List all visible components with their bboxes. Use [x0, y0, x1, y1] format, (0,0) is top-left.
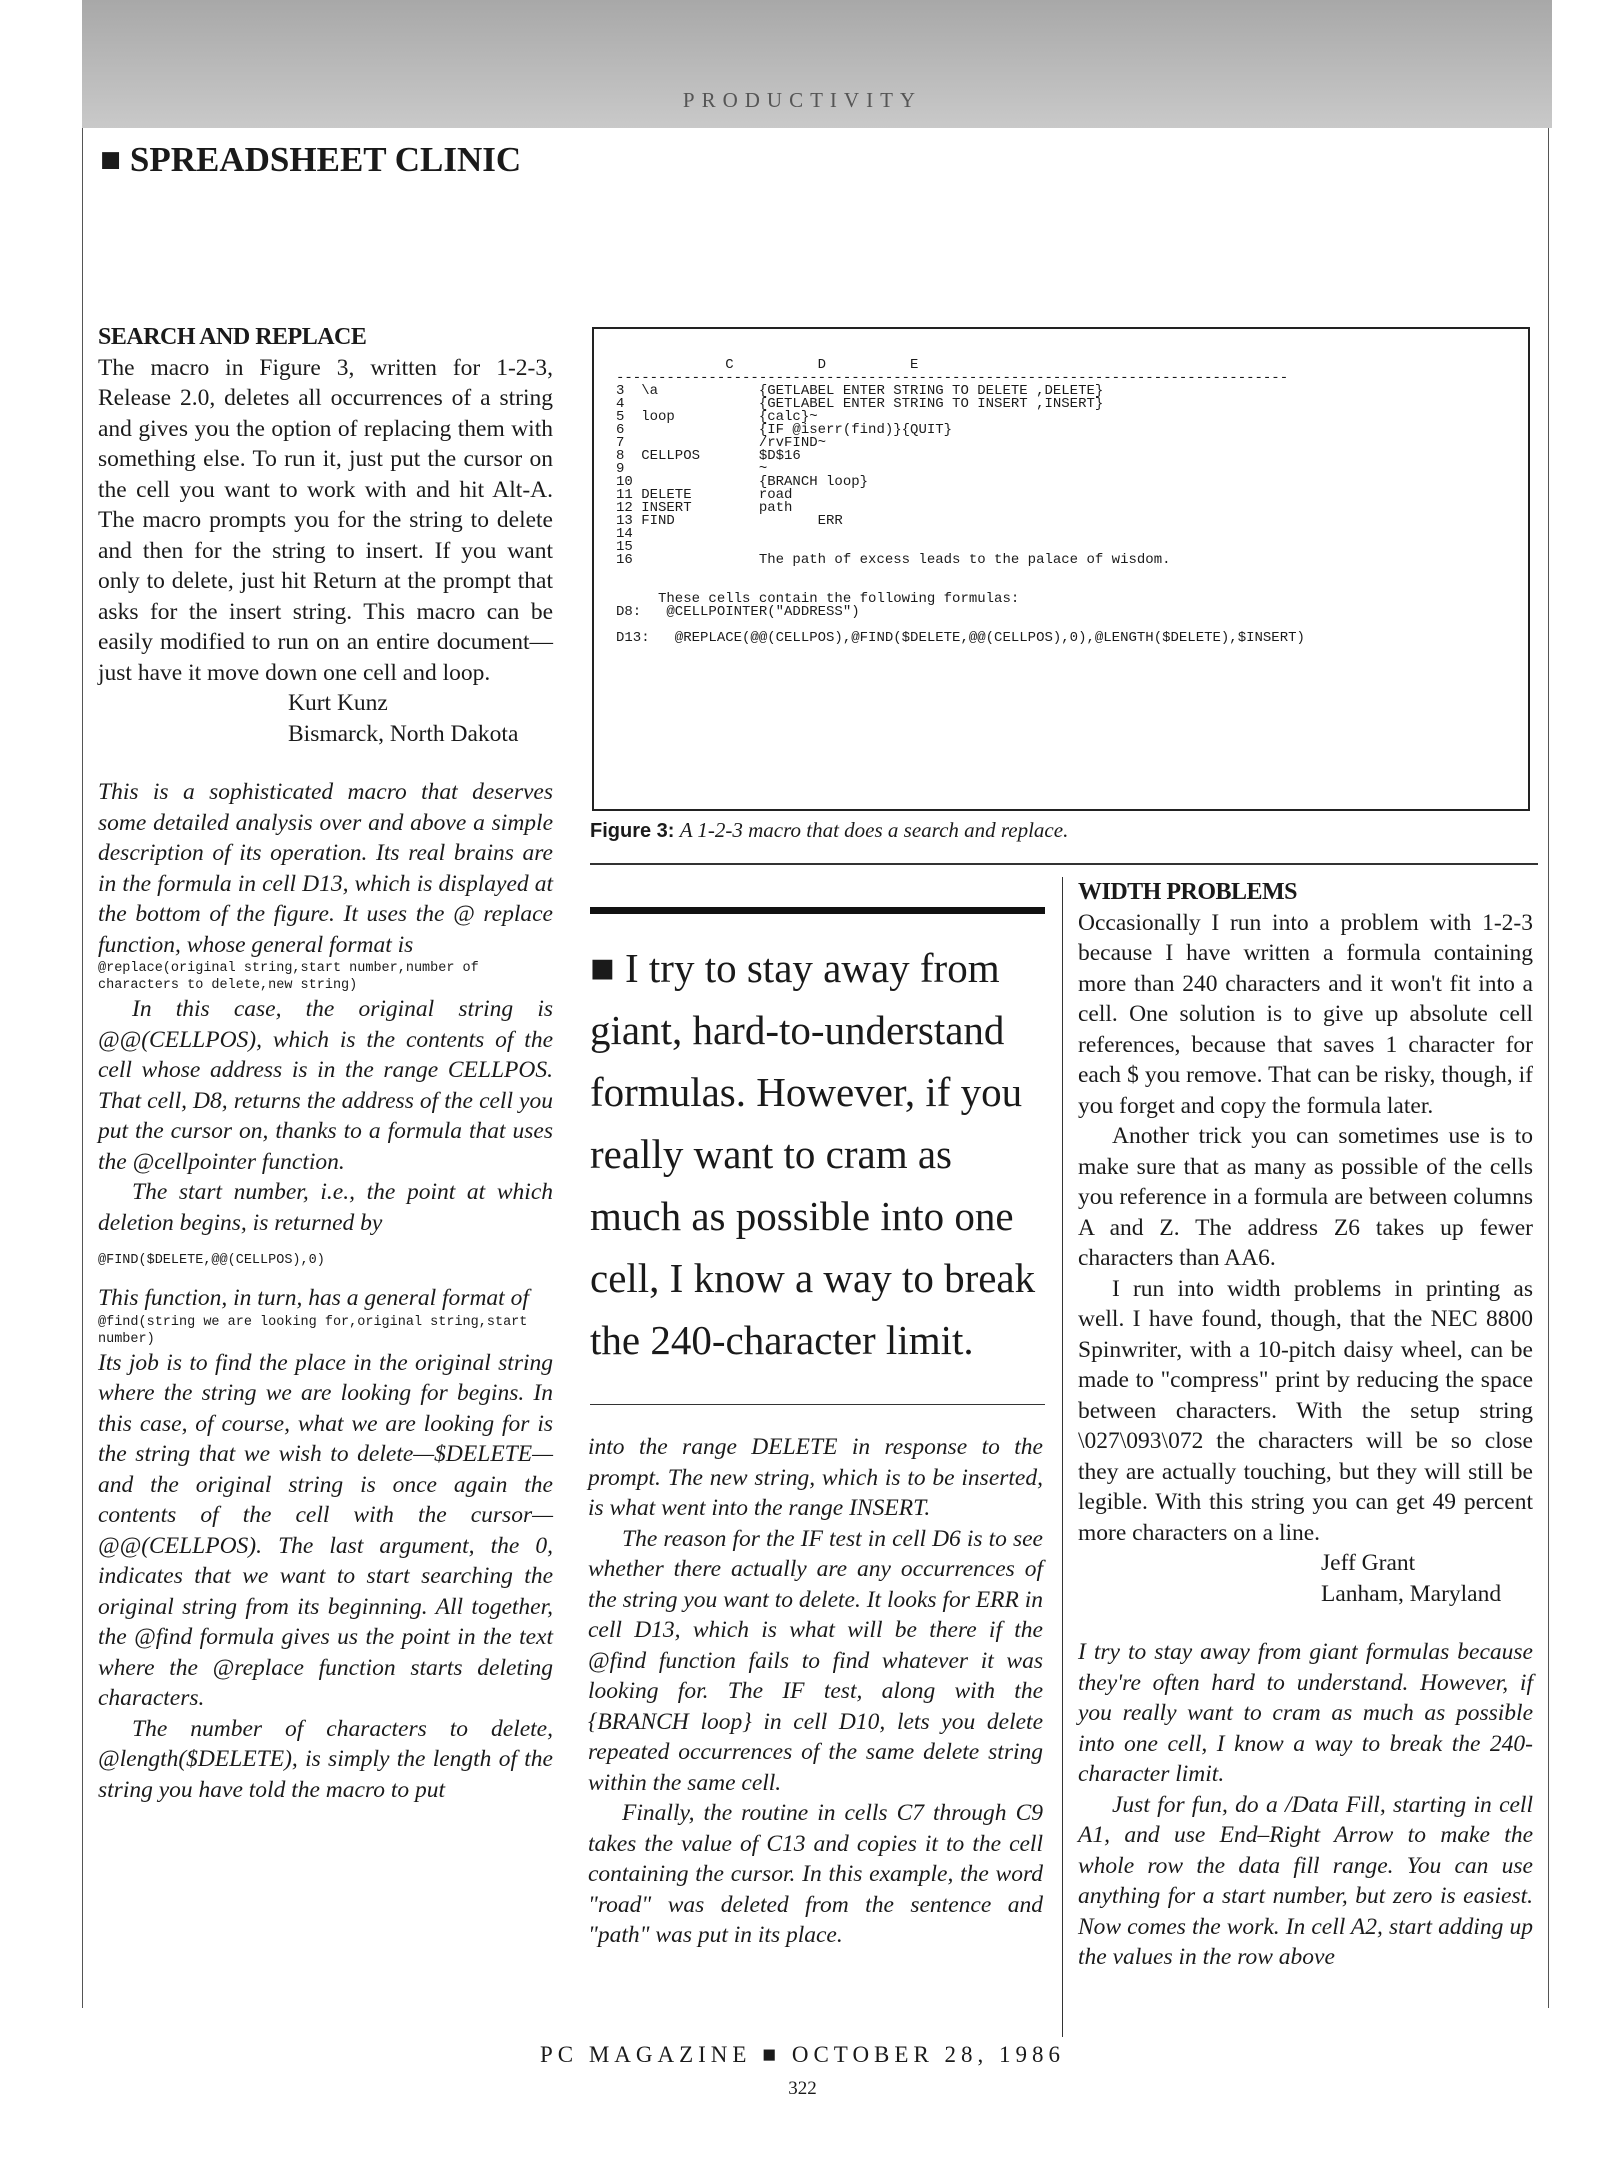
- reply-paragraph: Finally, the routine in cells C7 through C9 takes the value of C13 and copies it to the cell containing the cursor. In this example, the word "road" was deleted from the sentence and "path" was put in its place.: [588, 1800, 1043, 1948]
- reply-paragraph: This function, in turn, has a general format of: [98, 1285, 529, 1311]
- letter-text: The macro in Figure 3, written for 1-2-3, Release 2.0, deletes all occurrences of a string and gives you the option of replacing them with something else. To run it, just put the cursor on the cell you want to work with and hit Alt-A. The macro prompts you for the string to delete and then for the string to insert. If you want only to delete, just hit Return at the prompt that asks for the insert string. This macro can be easily modified to run on an entire document—just have it move down one cell and loop.: [98, 354, 553, 686]
- signature-name: Kurt Kunz: [288, 690, 388, 716]
- caption-text: A 1-2-3 macro that does a search and replace.: [679, 818, 1069, 842]
- code-snippet: @replace(original string,start number,number of characters to delete,new string): [98, 961, 479, 993]
- search-replace-heading: SEARCH AND REPLACE: [98, 324, 367, 350]
- reply-paragraph: This is a sophisticated macro that deserves some detailed analysis over and above a simple description of its operation. Its real brains are in the formula in cell D13, which is displayed at the bottom of the figure. It uses the @ replace function, whose general format is: [98, 779, 553, 958]
- pullquote-bar: [590, 907, 1045, 914]
- letter-text: I run into width problems in printing as well. I have found, though, that the NEC 8800 Spinwriter, with a 10-pitch daisy wheel, can be made to "compress" print by reducing the space between characters. With the setup string \027\093\072 the characters will be so close they are actually touching, but they will still be legible. With this string you can get 49 percent more characters on a line.: [1078, 1275, 1533, 1546]
- section-label: PRODUCTIVITY: [682, 88, 923, 112]
- figure-3-listing-box: [592, 327, 1530, 811]
- reply-paragraph: Its job is to find the place in the original string where the string we are looking for begins. In this case, of course, what we are looking for is the string that we wish to delete—$DELETE—and the original string is once again the contents of the cell with the cursor—@@(CELLPOS). The last argument, the 0, indicates that we want to start searching the original string from its beginning. All together, the @find formula gives us the point in the text where the @replace function starts deleting characters.: [98, 1349, 553, 1711]
- width-problems-heading: WIDTH PROBLEMS: [1078, 879, 1298, 905]
- letter-text: Occasionally I run into a problem with 1-2-3 because I have written a formula containing more than 240 characters and it won't fit into a cell. One solution is to give up absolute cell references, because that saves 1 character for each $ you remove. That can be risky, though, if you forget and copy the formula later.: [1078, 909, 1533, 1119]
- footer-magazine: PC MAGAZINE ■ OCTOBER 28, 1986: [539, 2042, 1066, 2067]
- page-number: 322: [788, 2078, 817, 2099]
- code-snippet: @FIND($DELETE,@@(CELLPOS),0): [98, 1253, 325, 1268]
- reply-paragraph: into the range DELETE in response to the prompt. The new string, which is to be inserted, is what went into the range INSERT.: [588, 1434, 1043, 1521]
- code-snippet: @find(string we are looking for,original string,start number): [98, 1314, 528, 1347]
- pullquote-rule: [590, 1404, 1045, 1405]
- column-right: [1078, 877, 1533, 1973]
- reply-paragraph: I try to stay away from giant formulas because they're often hard to understand. However, if you really want to cram as much as possible into one cell, I know a way to break the 240-character limit.: [1078, 1639, 1533, 1787]
- reply-paragraph: In this case, the original string is @@(CELLPOS), which is the contents of the cell whose address is in the range CELLPOS. That cell, D8, returns the address of the cell you put the cursor on, thanks to a formula that uses the @cellpointer function.: [98, 996, 553, 1175]
- rule: [590, 863, 1538, 865]
- reply-paragraph: The number of characters to delete, @length($DELETE), is simply the length of the string you have told the macro to put: [98, 1715, 553, 1803]
- reply-paragraph: The reason for the IF test in cell D6 is to see whether there actually are any occurrences of the string you want to delete. It looks for ERR in cell D13, which is what will be there if the @find function fails to find whatever it was looking for. The IF test, along with the {BRANCH loop} in cell D10, lets you delete repeated occurrences of the same delete string within the same cell.: [588, 1525, 1043, 1796]
- signature-place: Bismarck, North Dakota: [288, 720, 519, 747]
- caption-label: Figure 3:: [590, 820, 675, 842]
- reply-paragraph: The start number, i.e., the point at which deletion begins, is returned by: [98, 1179, 553, 1236]
- reply-paragraph: Just for fun, do a /Data Fill, starting in cell A1, and use End–Right Arrow to make the whole row the data fill range. You can use anything for a start number, but zero is easiest. Now comes the work. In cell A2, start adding up the values in the row above: [1078, 1791, 1533, 1970]
- pullquote: ■ I try to stay away from giant, hard-to-understand formulas. However, if you really want to cram as much as possible into one cell, I know a way to break the 240-character limit.: [590, 945, 1036, 1363]
- page-frame-right: [1548, 128, 1549, 2008]
- page-frame-left: [82, 128, 83, 2008]
- letter-text: Another trick you can sometimes use is to make sure that as many as possible of the cells you reference in a formula are between columns A and Z. The address Z6 takes up fewer characters than AA6.: [1078, 1123, 1533, 1271]
- signature-place: Lanham, Maryland: [1321, 1580, 1502, 1607]
- column-left: [98, 322, 553, 1805]
- column-divider: [1062, 877, 1063, 2037]
- signature-name: Jeff Grant: [1321, 1550, 1416, 1576]
- column-middle: [588, 1432, 1043, 1951]
- column-title: ■ SPREADSHEET CLINIC: [100, 140, 522, 179]
- figure-caption: [590, 818, 1068, 843]
- macro-listing: C D E -------------------------------------------------------------------------------- 3 \a {GETLABEL ENTER STRING TO DELETE ,DELETE} 4 {GETLABEL ENTER STRING TO INSERT ,INSERT} 5 loop {calc}~ 6 {IF @iserr(find)}{QUIT} 7 /rvFIND~ 8 CELLPOS $D$16 9 ~ 10 {BRANCH loop} 11 DELETE road 12 INSERT path 13 FIND ERR 14 15 16 The path of excess leads to the palace of wisdom. These cells contain the following formulas: D8: @CELLPOINTER("ADDRESS") D13: @REPLACE(@@(CELLPOS),@FIND($DELETE,@@(CELLPOS),0),@LENGTH($DELETE),$INSERT): [616, 357, 1305, 646]
